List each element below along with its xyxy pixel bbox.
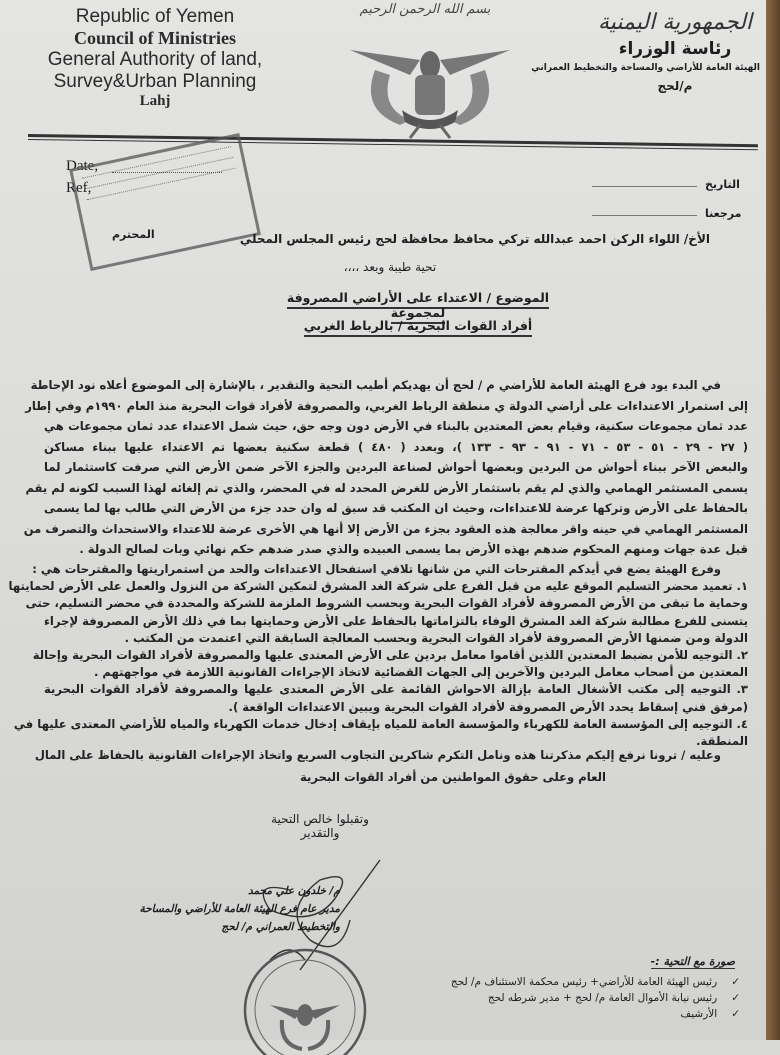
text-line: بالحفاظ على الأرض وتركها عرضة للاعتداءات، وحيث ان المكتب قد سبق له وان حدد جزء من الأرض التي طالب بها لما يسمى <box>44 501 748 515</box>
table-edge <box>766 0 780 1040</box>
subject-line <box>268 290 568 320</box>
header-ar-line: م/لحج <box>657 79 693 93</box>
cc-item <box>400 990 740 1006</box>
text-line: ٢. التوجيه للأمن بضبط المعتدين اللذين أقاموا معامل بردين على الأرض المعتدى عليها والمصروفة لأفراد القوات البحرية وإحالة <box>32 648 748 662</box>
text-line: (مرفق فني إسقاط يحدد الأرض المصروفة لأفراد القوات البحرية ويبين الاعتداءات الواقعة ). <box>228 699 748 714</box>
subject-line <box>268 318 568 333</box>
text-line: عدد ثمان مجموعات سكنية، وقيام بعض المعتدين بالبناء في الأرض دون وجه حق، حيث شمل الاعتداء عدد ثمان مجموعات هي <box>44 419 748 433</box>
date-label-en: Date, <box>66 158 99 174</box>
text-line: إلى استمرار الاعتداءات على أراضي الدولة ي منطقة الرباط الغربي، والمصروفة لأفراد قوات البحرية منذ العام ١٩٩٠م وفي إطار <box>25 398 748 413</box>
subject-text: أفراد القوات البحرية / بالرباط الغربي <box>304 318 532 337</box>
text-line: يسمى المستثمر الهمامي والذي لم يقم باستثمار الأرض للغرض المحدد له في المحضر، والذي تم إلغائه لهذا السبب لكونه لم يقم <box>25 480 748 495</box>
checkmark-icon: ✓ <box>731 992 740 1004</box>
text-line: يتسنى للفرع مطالبة شركة الغد المشرق الوفاء بالتزاماتها بالحفاظ على الأرض وحمايتها بما في ذلك الأرض المصروفة لإجراء <box>44 613 748 628</box>
signature-block <box>139 882 340 936</box>
cc-recipient: رئيس نيابة الأموال العامة م/ لحج + مدير شرطه لحج <box>487 992 718 1004</box>
text-line: الدولة ومن ضمنها الأرض المصروفة لأفراد القوات البحرية وبحسب المعالجة السابقة التي اعتمدت من المكتب . <box>124 630 748 645</box>
english-letterhead <box>40 6 270 110</box>
header-en-line: Lahj <box>139 93 171 109</box>
text-line: المستثمر الهمامي في حينه واقر معالجة هذه العقود بجزء من الأرض إلا أنها هي الأخرى عرضة للاعتداء والاستحداث والتصرف من <box>23 521 748 536</box>
cc-list <box>400 974 740 1022</box>
text-line: ٤. التوجيه إلى المؤسسة العامة للكهرباء والمؤسسة العامة للمياه بإيقاف إدخال خدمات الكهرباء والمياه للأراضي المعتدى عليها في <box>13 716 748 731</box>
header-en-line: Survey&Urban Planning <box>53 71 257 92</box>
cc-recipient: رئيس الهيئة العامة للأراضي+ رئيس محكمة الاستئناف م/ لحج <box>450 976 718 988</box>
arabic-letterhead <box>531 10 760 93</box>
text-line: قبل عدة جهات ومنهم المحكوم ضدهم بهذه الأرض بما يسمى العبيده والذي صدر ضدهم حكم نهائي وبات لصالح الدولة . <box>79 542 748 556</box>
text-line: ١. تعميد محضر التسليم الموقع عليه من قبل الفرع على شركة الغد المشرق لتمكين الشركة من النزول والعمل على الأرض لحمايتها <box>8 579 748 594</box>
ref-label-ar: مرجعنا <box>705 207 742 220</box>
addressee-honorific: المحترم <box>112 228 155 241</box>
header-en-line: General Authority of land, <box>47 49 263 70</box>
header-ar-line: الهيئة العامة للأراضي والمساحة والتخطيط العمراني <box>531 63 760 73</box>
signatory-title: والتخطيط العمراني م/ لحج <box>221 921 340 933</box>
regards: وتقبلوا خالص التحية والتقدير <box>271 812 369 840</box>
text-line: المعتدين من أصحاب معامل البردين والآخرين إلى الجهات القضائية لاتخاذ الإجراءات القانونية اللازمة في مواجهتهم . <box>93 665 748 680</box>
header-ar-line: رئاسة الوزراء <box>618 39 732 59</box>
addressee: الأخ/ اللواء الركن احمد عبدالله تركي محافظ محافظة لحج رئيس المجلس المحلي <box>239 232 710 246</box>
text-line: وفرع الهيئة يضع في أيدكم المقترحات التي من شانها تلافي استفحال الاعتداءات والحد من استمراريتها والمقترحات هي : <box>32 562 721 576</box>
yemen-eagle-emblem-icon <box>340 30 520 140</box>
cc-recipient: الأرشيف <box>680 1008 718 1020</box>
text-line: وحماية ما تبقى من الأرض المصروفة لأفراد القوات البحرية وبحسب الشروط الملزمة للشركة والمحددة في محضر التسليم، حتى <box>25 596 748 611</box>
text-line: وعليه / ترونا نرفع إليكم مذكرتنا هذه ونامل التكرم شاكرين التجاوب السريع واتخاذ الإجراءات القانونية بالحفاظ على المال <box>34 748 721 762</box>
checkmark-icon: ✓ <box>731 1008 740 1020</box>
signatory-title: مدير عام فرع الهيئة العامة للأراضي والمساحة <box>139 903 340 915</box>
text-line: العام وعلى حقوق المواطنين من أفراد القوات البحرية <box>300 770 606 784</box>
text-line: المنطقة. <box>696 734 748 748</box>
date-field-ar <box>592 186 697 187</box>
cc-item <box>400 974 740 990</box>
date-label-ar: التاريخ <box>705 178 740 191</box>
text-line: في البدء يود فرع الهيئة العامة للأراضي م / لحج أن يهديكم أطيب التحية والتقدير ، بالإشارة إلى الموضوع أعلاه نود الإحاطة <box>30 378 721 392</box>
cc-item <box>400 1006 740 1022</box>
text-line: ( ٢٧ - ٢٩ - ٥١ - ٥٣ - ٧١ - ٩١ - ٩٣ - ١٣٣ )، وبعدد ( ٤٨٠ ) قطعة سكنية بعضها تم الاعتداء عليها ببناء مساكن <box>44 439 749 454</box>
greeting: تحية طيبة وبعد ،،،، <box>343 260 437 274</box>
subject-text: الموضوع / الاعتداء على الأراضي المصروفة لمجموعة <box>287 290 549 324</box>
cc-title <box>620 955 735 968</box>
text-line: والبعض الآخر ببناء أحواش من البردين وبعضها أحواش لصناعة البردين والجزء الآخر ضمن الأرض التي صرفت كاستثمار لما <box>44 460 748 474</box>
ref-field-ar <box>592 215 697 216</box>
official-seal <box>240 945 370 1055</box>
signatory-name: م/ خلدون علي محمد <box>247 885 340 897</box>
header-en-line: Council of Ministries <box>74 28 236 48</box>
cc-title-text: صورة مع التحية :- <box>650 955 735 968</box>
header-en-line: Republic of Yemen <box>75 6 235 27</box>
basmala: بسم الله الرحمن الرحيم <box>359 2 491 17</box>
text-line: ٣. التوجيه إلى مكتب الأشغال العامة بإزالة الاحواش القائمة على الأرض المعتدى عليها والمصروفة لأفراد القوات البحرية <box>44 682 748 697</box>
header-ar-line: الجمهورية اليمنية <box>597 10 753 35</box>
checkmark-icon: ✓ <box>731 976 740 988</box>
ref-label-en: Ref, <box>66 180 92 196</box>
